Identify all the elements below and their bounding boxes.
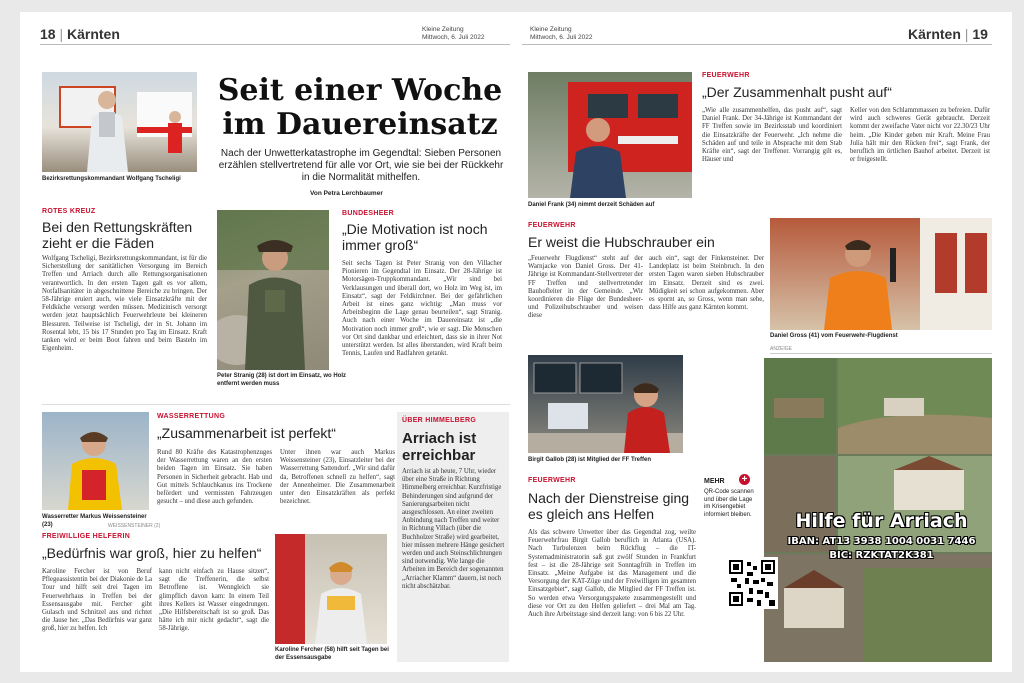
- header-rule: [522, 44, 992, 45]
- ad-mehr: [704, 474, 759, 519]
- main-headline-line1: Seit einer Woche: [217, 73, 503, 108]
- body-fercher-col1: Karoline Fercher ist von Beruf Pflegeassistentin bei der Diakonie de La Tour und hilft seit drei Tagen im Feuerwehrhaus in Treffen bei der Essensausgabe mit. Fercher gibt Gulasch und Schnitzel aus und richtet die Jause her. „Das Bedürfnis war ganz groß, hier zu helfen. Ich: [42, 568, 152, 633]
- ad-rule: [770, 353, 992, 354]
- headline-gallob: Nach der Dienstreise ging es gleich ans Helfen: [528, 490, 690, 522]
- photo-weissensteiner: [42, 412, 149, 510]
- section-name: Kärnten: [908, 26, 961, 42]
- photo-gallob: [528, 355, 683, 453]
- caption-gallob: Birgit Gallob (28) ist Mitglied der FF Treffen: [528, 457, 652, 463]
- author-line: Von Petra Lerchbaumer: [310, 190, 383, 197]
- body-weissensteiner-col2: Unter ihnen war auch Markus Weissensteiner (23), Einsatzleiter bei der Wasserrettung Sattendorf. „Wir sind dafür da, Betroffenen schnell zu helfen“, sagt der Annenheimer. Die Zusammenarbeit unter den Einsatzkräften als perfekt bezeichnet.: [280, 449, 395, 506]
- body-fercher-col2: kann nicht einfach zu Hause sitzen“, sagt die Treffenerin, die selbst Betroffene ist. Wenngleich sie glimpflich davon kam: In einem Teil ihres Kellers ist Wasser eingedrungen. „Die Hilfsbereitschaft ist so groß. Das hätte ich mir nicht gedacht“, sagt die 58-Jährige.: [159, 568, 269, 633]
- main-headline: [210, 74, 510, 142]
- publication-name: Kleine Zeitung: [530, 26, 572, 33]
- body-frank-col1: „Wie alle zusammenhelfen, das pusht auf“, sagt Daniel Frank. Der 34-Jährige ist Kommandant der FF Treffen sowie im Bezirksstab und koordiniert die Einsatzkräfte der Feuerwehr. „Ich nehme die Schäden auf und teile in Absprache mit dem Stab Kräfte ein“, sagt der Treffener. Vorrangig gilt es, Häuser und: [702, 107, 842, 164]
- body-gross-col2: auch ein“, sagt der Finkensteiner. Der Landeplatz ist beim Steinbruch. In den ersten Tagen waren sieben Hubschrauber im Einsatz. Derzeit sind es zwei. Müdigkeit sei schon aufgekommen. Aber es spornt an, so Gross, wenn man sehe, dass Hilfe aus ganz Kärnten kommt.: [649, 255, 764, 312]
- photo-fercher: [275, 534, 387, 644]
- body-stranig: Seit sechs Tagen ist Peter Stranig von den Villacher Pionieren im Gegendtal im Einsatz. Der 28-Jährige ist Motorsägen-Truppkommandant. „Wir sind bei Verklausungen und überall dort, wo Holz im Weg ist, im Einsatz“, sagt der Feldkirchner. Bei der gefährlichen Arbeit ist eines ganz wichtig: „Man muss vor Arbeitsbeginn die Lage genau beurteilen“, sagt Stranig. Auch nach einer Woche im Dauereinsatz ist „die Motivation noch immer groß“, wie er sagt. Die Menschen vor Ort sind dankbar und erleichtert, dass sie in ihrer Not unterstützt werden. Ist alles überstanden, wird Kraft beim Tennis, Laufen und Radfahren getankt.: [342, 260, 502, 358]
- publication-date: Mittwoch, 6. Juli 2022: [422, 34, 485, 41]
- headline-gross: Er weist die Hubschrauber ein: [528, 234, 715, 250]
- credit-weissensteiner: WEISSENSTEINER (2): [108, 523, 161, 529]
- main-lead: Nach der Unwetterkatastrophe im Gegendtal: Sieben Personen erzählen stellvertretend für alle vor Ort, wie sie bei der Rückkehr in die Normalität mithelfen.: [218, 148, 504, 183]
- body-gross-col1: „Feuerwehr Flugdienst“ steht auf der Warnjacke von Daniel Gross. Der 41-Jährige ist Kommandant-Stellvertreter der FF Treffen und stellvertretender Bauhofleiter in der Gemeinde. „Wir koordinieren die Flüge der Bundesheer- und Polizeihubschrauber und weisen diese: [528, 255, 643, 320]
- kicker-himmelberg: ÜBER HIMMELBERG: [402, 417, 477, 424]
- caption-gross: Daniel Gross (41) vom Feuerwehr-Flugdienst: [770, 333, 898, 339]
- page-number: 18: [40, 26, 56, 42]
- photo-frank: [528, 72, 692, 198]
- headline-weissensteiner: „Zusammenarbeit ist perfekt“: [157, 425, 336, 441]
- header-rule: [40, 44, 510, 45]
- photo-stranig: [217, 210, 329, 370]
- kicker-gross: FEUERWEHR: [528, 222, 576, 229]
- body-tscheligi: Wolfgang Tscheligi, Bezirksrettungskommandant, ist für die Sicherstellung der sanitätlichen Versorgung im Bereich Treffen und Arriach durch alle Rettungsorganisationen verantwortlich. In den ersten Tagen galt es vor allem, Notfallsanitäter in abgeschnittene Bereiche zu bringen. Der 58-Jährige eruiert auch, wie viele Einsatzkräfte mit der Feldküche versorgt werden müssen. Medizinisch versorgt werden jetzt hauptsächlich Feuerwehrleute bei kleineren Blessuren. Teilweise ist Tscheligi, der in St. Johann im Rosental lebt, 15 bis 17 Stunden pro Tag im Einsatz. Kraft tanken wird er beim Boot fahren und beim Basteln im Eigenheim.: [42, 255, 207, 353]
- main-headline-line2: im Dauereinsatz: [222, 107, 498, 142]
- headline-himmelberg: Arriach ist erreichbar: [402, 430, 477, 464]
- right-page: [516, 12, 1012, 672]
- photo-gross: [770, 218, 992, 330]
- publication-date: Mittwoch, 6. Juli 2022: [530, 34, 593, 41]
- section-rule: [42, 404, 510, 405]
- kicker-frank: FEUERWEHR: [702, 72, 750, 79]
- caption-weissensteiner: Wasserretter Markus Weissensteiner (23): [42, 514, 147, 528]
- section-name: Kärnten: [67, 26, 120, 42]
- right-page-meta: [530, 26, 593, 42]
- ad-mehr-label: MEHR: [704, 478, 725, 485]
- caption-stranig: Peter Stranig (28) ist dort im Einsatz, wo Holz entfernt werden muss: [217, 373, 347, 387]
- body-himmelberg: Arriach ist ab heute, 7 Uhr, wieder über eine Straße in Richtung Himmelberg erreichbar. Kurzfristige Behinderungen sind aufgrund der Sanierungsarbeiten nicht ausgeschlossen. An einer zweiten Anbindung nach Treffen und weiter in Richtung Villach (über die Buchholzer Straße) wird gearbeitet, hier müssen mehrere Hänge gesichert werden und auch Steinschlichtungen sind notwendig. Wie lange die Arbeiten im Bereich der sogenannten „Arriacher Klamm“ dauern, ist noch nicht abschätzbar.: [402, 468, 505, 590]
- caption-fercher: Karoline Fercher (58) hilft seit Tagen bei der Essensausgabe: [275, 647, 389, 661]
- kicker-bundesheer: BUNDESHEER: [342, 210, 395, 217]
- ad-mehr-text: QR-Code scannen und über die Lage im Krisengebiet informiert bleiben.: [704, 489, 754, 518]
- headline-tscheligi: Bei den Rettungskräften zieht er die Fäden: [42, 219, 193, 251]
- publication-name: Kleine Zeitung: [422, 26, 464, 33]
- caption-frank: Daniel Frank (34) nimmt derzeit Schäden auf: [528, 202, 655, 208]
- body-weissensteiner-col1: Rund 80 Kräfte des Katastrophenzuges der Wasserrettung waren an den ersten beiden Tagen im Einsatz. Sie haben Personen in Sicherheit gebracht. Hab und Gut mittels Schlauchkanus ins Trockene befördert und vermissten Fahrzeugen gesucht – und diese auch gefunden.: [157, 449, 272, 506]
- plus-icon: +: [739, 474, 750, 485]
- ad-iban: IBAN: AT13 3938 1004 0031 7446: [787, 536, 976, 547]
- headline-stranig: „Die Motivation ist noch immer groß“: [342, 221, 488, 253]
- left-page-meta: [422, 26, 485, 42]
- body-gallob: Als das schwere Unwetter über das Gegendtal zog, weilte Feuerwehrfrau Birgit Gallob beruflich in Atlanta (USA). Nach Turbulenzen beim Rückflug – die IT-Systemadministratorin saß gut zwölf Stunden in Frankfurt fest – ist die 28-Jährige seit Sonntagfrüh in Treffen im Einsatz. „Meine Aufgabe ist das Management und die Versorgung der KAT-Züge und der Freiwilligen im gesamten Einsatzgebiet“, sagt Gallob, die Mitglied der FF Treffen ist. So werden etwa Versorgungspakete zusammengestellt und diese vor Ort zu den Helfen geliefert – drei Mal am Tag. Auch ihre Arbeitstage sind derzeit lang: von 6 bis 22 Uhr.: [528, 529, 696, 619]
- body-frank-col2: Keller von den Schlammmassen zu befreien. Dafür wird auch schweres Gerät gebraucht. Derzeit kommt der zweifache Vater nicht vor 22.30/23 Uhr heim. „Die Kinder geben mir Kraft. Meine Frau Julia hält mir den Rücken frei“, sagt Frank, der beruflich im örtlichen Bauhof arbeitet. Derzeit ist er freigestellt.: [850, 107, 990, 164]
- caption-tscheligi: Bezirksrettungskommandant Wolfgang Tscheligi: [42, 176, 181, 182]
- left-page-header: 18 | Kärnten: [40, 26, 120, 42]
- qr-code-icon[interactable]: [726, 557, 778, 609]
- photo-tscheligi: [42, 72, 197, 172]
- headline-frank: „Der Zusammenhalt pusht auf“: [702, 84, 892, 100]
- kicker-rotes-kreuz: ROTES KREUZ: [42, 208, 96, 215]
- ad-bic: BIC: RZKTAT2K381: [829, 550, 934, 561]
- kicker-freiwillige: FREIWILLIGE HELFERIN: [42, 533, 131, 540]
- kicker-gallob: FEUERWEHR: [528, 477, 576, 484]
- headline-fercher: „Bedürfnis war groß, hier zu helfen“: [42, 545, 262, 561]
- right-page-header: Kärnten | 19: [908, 26, 988, 42]
- page-number: 19: [972, 26, 988, 42]
- ad-title: Hilfe für Arriach: [795, 510, 968, 532]
- kicker-wasserrettung: WASSERRETTUNG: [157, 413, 226, 420]
- ad-label: ANZEIGE: [770, 346, 792, 352]
- left-page: [20, 12, 516, 672]
